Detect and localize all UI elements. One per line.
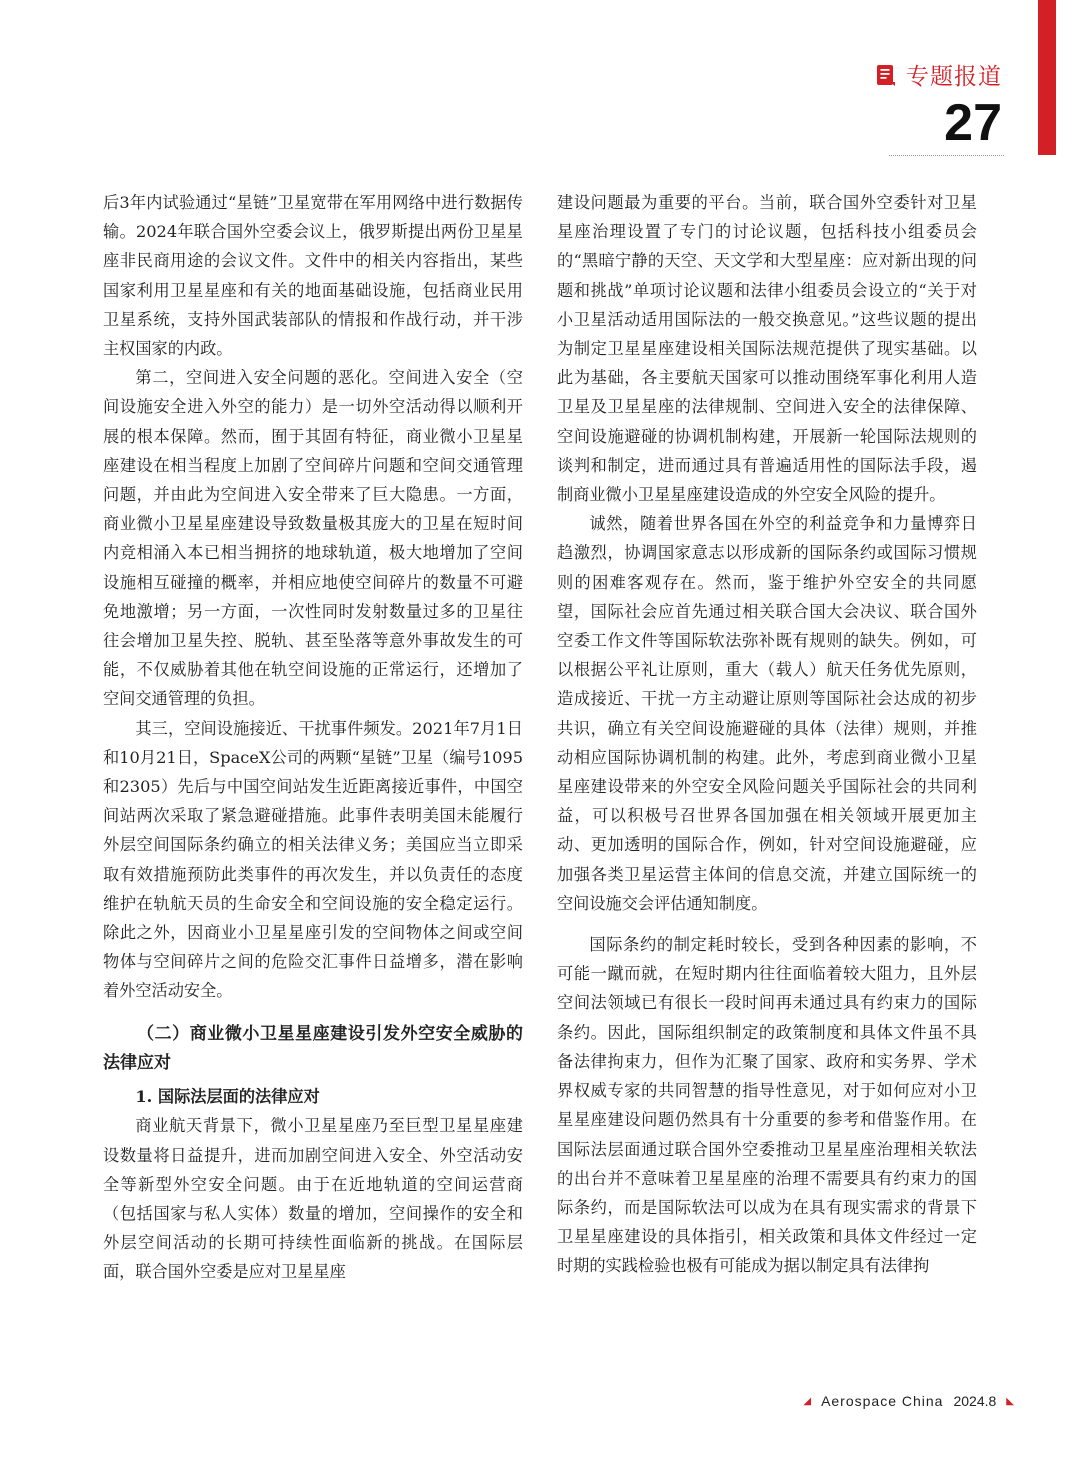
paragraph: 诚然，随着世界各国在外空的利益竞争和力量博弈日趋激烈，协调国家意志以形成新的国际条约或国际习惯规则的困难客观存在。然而，鉴于维护外空安全的共同愿望，国际社会应首先通过相关联合国大会决议、联合国外空委工作文件等国际软法弥补既有规则的缺失。例如，可以根据公平礼让原则，重大（载人）航天任务优先原则，造成接近、干扰一方主动避让原则等国际社会达成的初步共识，确立有关空间设施避碰的具体（法律）规则，并推动相应国际协调机制的构建。此外，考虑到商业微小卫星星座建设带来的外空安全风险问题关乎国际社会的共同利益，可以积极号召世界各国加强在相关领域开展更加主动、更加透明的国际合作，例如，针对空间设施避碰，应加强各类卫星运营主体间的信息交流，并建立国际统一的空间设施交会评估通知制度。 (557, 514, 977, 913)
triangle-right-icon: ◣ (1006, 1395, 1014, 1407)
section-heading: （二）商业微小卫星星座建设引发外空安全威胁的法律应对 (103, 1023, 523, 1073)
page-header (872, 58, 1002, 152)
paragraph: 第二，空间进入安全问题的恶化。空间进入安全（空间设施安全进入外空的能力）是一切外空活动得以顺利开展的根本保障。然而，囿于其固有特征，商业微小卫星星座建设在相当程度上加剧了空间碎片问题和空间交通管理问题，并由此为空间进入安全带来了巨大隐患。一方面，商业微小卫星星座建设导致数量极其庞大的卫星在短时间内竞相涌入本已相当拥挤的地球轨道，极大地增加了空间设施相互碰撞的概率，并相应地使空间碎片的数量不可避免地激增；另一方面，一次性同时发射数量过多的卫星往往会增加卫星失控、脱轨、甚至坠落等意外事故发生的可能，不仅威胁着其他在轨空间设施的正常运行，还增加了空间交通管理的负担。 (103, 368, 523, 709)
magazine-name: Aerospace China (821, 1393, 944, 1409)
page-number: 27 (944, 94, 1002, 152)
paragraph: 后3年内试验通过“星链”卫星宽带在军用网络中进行数据传输。2024年联合国外空委会议上，俄罗斯提出两份卫星星座非民商用途的会议文件。文件中的相关内容指出，某些国家利用卫星星座和有关的地面基础设施，包括商业民用卫星系统，支持外国武装部队的情报和作战行动，并干涉主权国家的内政。 (103, 193, 523, 359)
section-label: 专题报道 (906, 64, 1002, 90)
issue-number: 2024.8 (953, 1393, 997, 1409)
section-tag (872, 58, 1002, 91)
paragraph: 国际条约的制定耗时较长，受到各种因素的影响，不可能一蹴而就，在短时期内往往面临着较大阻力，且外层空间法领域已有很长一段时间再未通过具有约束力的国际条约。因此，国际组织制定的政策制度和具体文件虽不具备法律拘束力，但作为汇聚了国家、政府和实务界、学术界权威专家的共同智慧的指导性意见，对于如何应对小卫星星座建设问题仍然具有十分重要的参考和借鉴作用。在国际法层面通过联合国外空委推动卫星星座治理相关软法的出台并不意味着卫星星座的治理不需要具有约束力的国际条约，而是国际软法可以成为在具有现实需求的背景下卫星星座建设的具体指引，相关政策和具体文件经过一定时期的实践检验也极有可能成为据以制定具有法律拘 (557, 935, 977, 1276)
subsection-heading: 1. 国际法层面的法律应对 (135, 1087, 320, 1107)
paragraph: 其三，空间设施接近、干扰事件频发。2021年7月1日和10月21日，SpaceX公司的两颗“星链”卫星（编号1095和2305）先后与中国空间站发生近距离接近事件，中国空间站两次采取了紧急避碰措施。此事件表明美国未能履行外层空间国际条约确立的相关法律义务；美国应当立即采取有效措施预防此类事件的再次发生，并以负责任的态度维护在轨航天员的生命安全和空间设施的安全稳定运行。除此之外，因商业小卫星星座引发的空间物体之间或空间物体与空间碎片之间的危险交汇事件日益增多，潜在影响着外空活动安全。 (103, 718, 523, 1001)
header-divider (889, 155, 1004, 156)
document-icon (874, 63, 898, 87)
paragraph: 建设问题最为重要的平台。当前，联合国外空委针对卫星星座治理设置了专门的讨论议题，包括科技小组委员会的“黑暗宁静的天空、天文学和大型星座：应对新出现的问题和挑战”单项讨论议题和法律小组委员会设立的“关于对小卫星活动适用国际法的一般交换意见。”这些议题的提出为制定卫星星座建设相关国际法规范提供了现实基础。以此为基础，各主要航天国家可以推动围绕军事化利用人造卫星及卫星星座的法律规制、空间进入安全的法律保障、空间设施避碰的协调机制构建，开展新一轮国际法规则的谈判和制定，进而通过具有普遍适用性的国际法手段，遏制商业微小卫星星座建设造成的外空安全风险的提升。 (557, 193, 977, 505)
paragraph: 商业航天背景下，微小卫星星座乃至巨型卫星星座建设数量将日益提升，进而加剧空间进入安全、外空活动安全等新型外空安全问题。由于在近地轨道的空间运营商（包括国家与私人实体）数量的增加，空间操作的安全和外层空间活动的长期可持续性面临新的挑战。在国际层面，联合国外空委是应对卫星星座 (103, 1116, 523, 1282)
right-column (557, 188, 977, 1281)
left-column (103, 188, 523, 1287)
red-accent-bar (1038, 0, 1056, 155)
page-footer (803, 1393, 1014, 1409)
triangle-left-icon: ◢ (803, 1395, 812, 1407)
